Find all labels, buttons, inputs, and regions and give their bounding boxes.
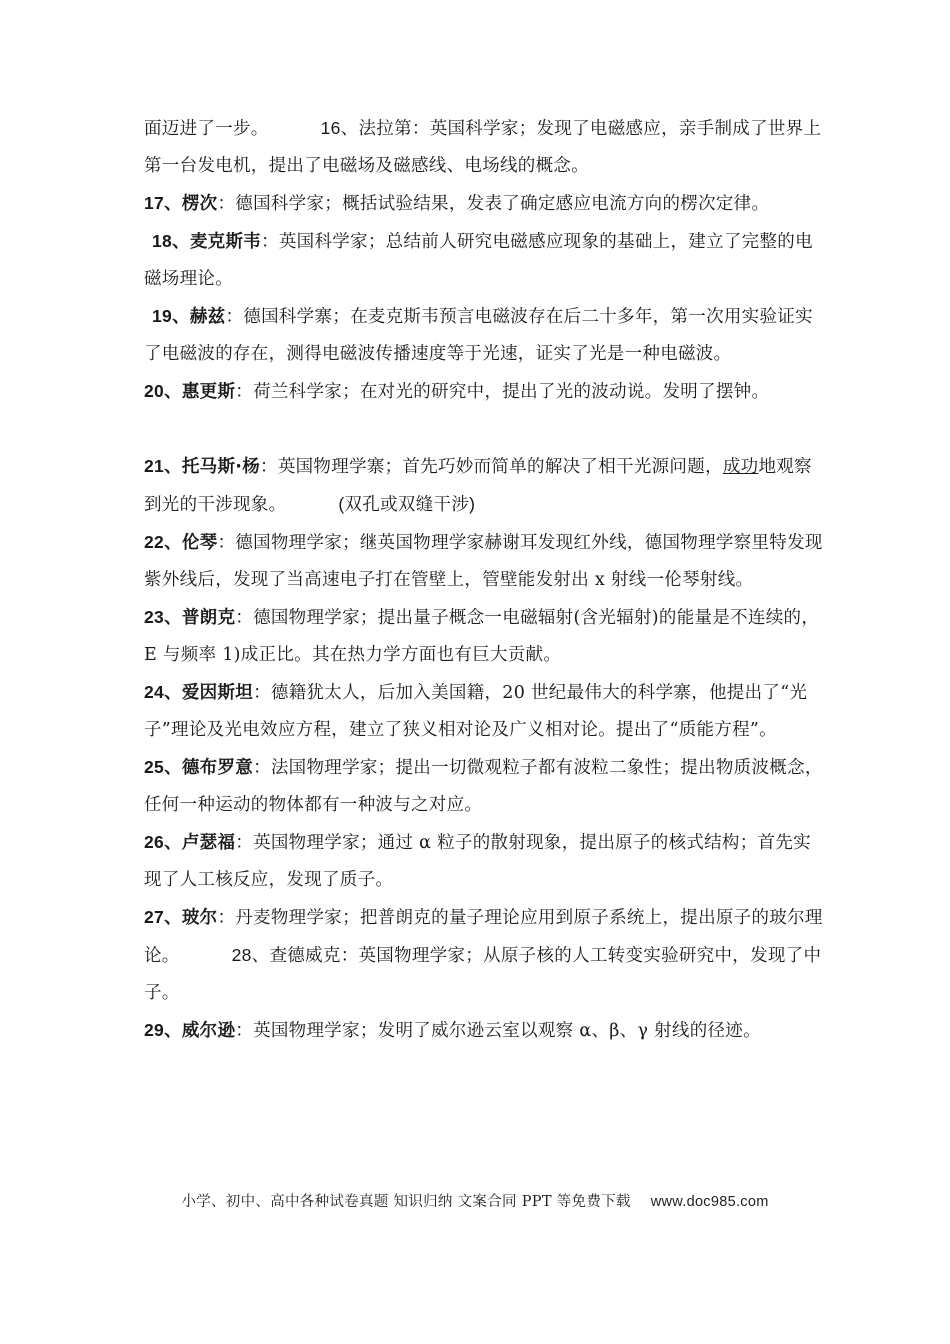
paragraph-29 — [144, 1012, 824, 1050]
item-26-name: 卢瑟福 — [181, 833, 236, 853]
paragraph-21 — [144, 448, 824, 524]
item-26-number: 26、 — [144, 832, 182, 852]
paragraph-24 — [144, 674, 824, 749]
page-footer — [0, 1190, 950, 1211]
item-27-number: 27、 — [144, 907, 182, 927]
paragraph-15-16 — [144, 110, 824, 185]
item-19-name: 赫兹 — [189, 307, 226, 327]
item-26-text: ：英国物理学家；通过 α 粒子的散射现象，提出原子的核式结构；首先实现了人工核反应，发现了质子。 — [144, 833, 811, 890]
item-25-text: ：法国物理学家；提出一切微观粒子都有波粒二象性；提出物质波概念，任何一种运动的物体都有一种波与之对应。 — [144, 758, 823, 815]
paragraph-23 — [144, 599, 824, 674]
item-29-text: ：英国物理学家；发明了威尔逊云室以观察 α、β、γ 射线的径迹。 — [235, 1021, 761, 1041]
item-28-number: 28、 — [231, 945, 270, 965]
item-21-underlined-word: 成功 — [722, 457, 759, 477]
paragraph-19 — [144, 298, 824, 373]
item-24-text: ：德籍犹太人，后加入美国籍，20 世纪最伟大的科学寨，他提出了“光子”理论及光电效应方程，建立了狭义相对论及广义相对论。提出了“质能方程”。 — [144, 683, 808, 740]
item-21-text-a: ：英国物理学寨；首先巧妙而简单的解决了相干光源问题， — [260, 457, 723, 477]
item-22-text: ：德国物理学家；继英国物理学家赫谢耳发现红外线，德国物理学察里特发现紫外线后，发现了当高速电子打在管壁上，管壁能发射出 x 射线一伦琴射线。 — [144, 533, 823, 590]
paragraph-26 — [144, 824, 824, 899]
item-23-text: ：德国物理学家；提出量子概念一电磁辐射(含光辐射)的能量是不连续的，E 与频率 1)成正比。其在热力学方面也有巨大贡献。 — [144, 608, 820, 665]
item-16-number: 16、 — [320, 118, 359, 138]
item-28-text: ：英国物理学家；从原子核的人工转变实验研究中，发现了中子。 — [144, 946, 822, 1003]
item-29-number: 29、 — [144, 1020, 182, 1040]
document-body — [144, 110, 824, 1050]
paragraph-22 — [144, 524, 824, 599]
blank-line — [144, 411, 824, 448]
item-22-number: 22、 — [144, 532, 182, 552]
paragraph-15-tail: 面迈进了一步。 — [144, 119, 269, 139]
item-20-number: 20、 — [144, 381, 182, 401]
item-18-number: 18、 — [152, 231, 190, 251]
item-16-text: ：英国科学家；发现了电磁感应，亲手制成了世界上第一台发电机，提出了电磁场及磁感线、电场线的概念。 — [144, 119, 822, 176]
item-19-number: 19、 — [152, 306, 190, 326]
item-23-name: 普朗克 — [181, 608, 236, 628]
item-20-name: 惠更斯 — [181, 382, 236, 402]
item-21-name: 托马斯·杨 — [181, 457, 261, 477]
footer-site-link[interactable]: www.doc985.com — [650, 1194, 769, 1210]
paragraph-25 — [144, 749, 824, 824]
item-24-name: 爱因斯坦 — [181, 683, 254, 703]
paragraph-20 — [144, 373, 824, 411]
item-25-number: 25、 — [144, 757, 182, 777]
item-27-text: ：丹麦物理学家；把普朗克的量子理论应用到原子系统上，提出原子的玻尔理论。 — [144, 908, 823, 966]
item-21-text-b: 地观察到光的干涉现象。 — [144, 457, 812, 515]
footer-text: 小学、初中、高中各种试卷真题 知识归纳 文案合同 PPT 等免费下载 — [181, 1194, 631, 1210]
paragraph-27-28 — [144, 899, 824, 1012]
item-25-name: 德布罗意 — [181, 758, 254, 778]
item-17-name: 楞次 — [181, 194, 218, 214]
item-17-number: 17、 — [144, 193, 182, 213]
item-18-name: 麦克斯韦 — [189, 232, 262, 252]
item-22-name: 伦琴 — [181, 533, 218, 553]
item-28-name: 查德威克 — [269, 946, 341, 966]
item-16-name: 法拉第 — [358, 119, 412, 139]
paragraph-17 — [144, 185, 824, 223]
item-18-text: ：英国科学家；总结前人研究电磁感应现象的基础上，建立了完整的电磁场理论。 — [144, 232, 813, 289]
item-23-number: 23、 — [144, 607, 182, 627]
item-17-text: ：德国科学家；概括试验结果，发表了确定感应电流方向的楞次定律。 — [217, 194, 770, 214]
item-27-name: 玻尔 — [181, 908, 218, 928]
item-20-text: ：荷兰科学家；在对光的研究中，提出了光的波动说。发明了摆钟。 — [235, 382, 770, 402]
item-21-number: 21、 — [144, 456, 182, 476]
paragraph-18 — [144, 223, 824, 298]
item-29-name: 威尔逊 — [181, 1021, 236, 1041]
item-19-text: ：德国科学寨；在麦克斯韦预言电磁波存在后二十多年，第一次用实验证实了电磁波的存在，测得电磁波传播速度等于光速，证实了光是一种电磁波。 — [144, 307, 813, 364]
item-21-note: (双孔或双缝干涉) — [338, 494, 476, 514]
item-24-number: 24、 — [144, 682, 182, 702]
